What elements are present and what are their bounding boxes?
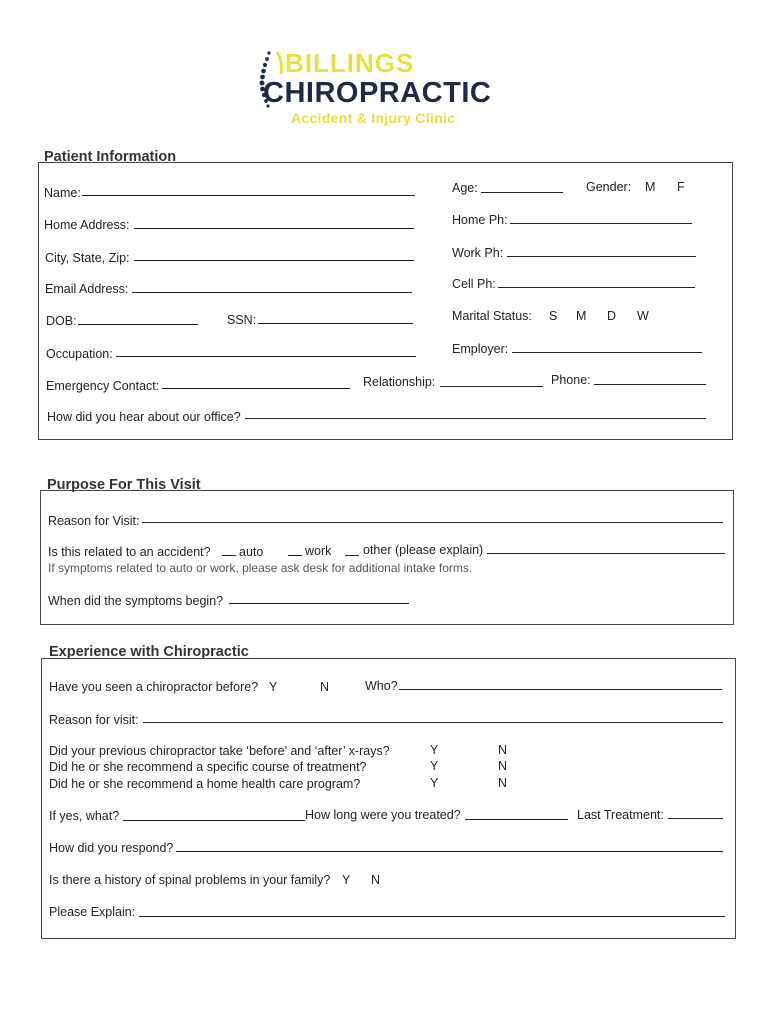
home-address-field[interactable] (134, 228, 414, 229)
age-field[interactable] (481, 192, 563, 193)
gender-label: Gender: (586, 180, 632, 194)
marital-option-m[interactable]: M (576, 309, 587, 323)
emergency-phone-label: Phone: (551, 373, 591, 387)
relationship-label: Relationship: (363, 375, 436, 389)
if-yes-field[interactable] (123, 820, 305, 821)
ssn-label: SSN: (227, 313, 257, 327)
name-field[interactable] (82, 195, 415, 196)
previous-reason-field[interactable] (143, 722, 723, 723)
last-treatment-field[interactable] (668, 818, 723, 819)
course-no[interactable]: N (498, 759, 508, 773)
purpose-title: Purpose For This Visit (47, 477, 201, 493)
dob-field[interactable] (78, 324, 198, 325)
previous-reason-label: Reason for visit: (49, 713, 139, 727)
accident-work-checkbox[interactable] (288, 555, 302, 556)
who-label: Who? (365, 679, 398, 693)
family-history-yes[interactable]: Y (342, 873, 351, 887)
family-history-no[interactable]: N (371, 873, 381, 887)
home-care-yes[interactable]: Y (430, 776, 439, 790)
reason-for-visit-label: Reason for Visit: (48, 514, 140, 528)
clinic-logo (255, 44, 525, 126)
xrays-question: Did your previous chiropractor take ‘before’ and ‘after’ x-rays? (49, 744, 390, 758)
accident-work-label: work (305, 544, 332, 558)
work-phone-field[interactable] (507, 256, 696, 257)
accident-question-label: Is this related to an accident? (48, 545, 211, 559)
email-address-label: Email Address: (45, 282, 129, 296)
occupation-label: Occupation: (46, 347, 113, 361)
email-address-field[interactable] (132, 292, 412, 293)
experience-box (41, 658, 736, 939)
patient-information-title: Patient Information (44, 149, 177, 165)
home-care-question: Did he or she recommend a home health care program? (49, 777, 361, 791)
family-history-label: Is there a history of spinal problems in your family? (49, 873, 331, 887)
who-field[interactable] (399, 689, 722, 690)
home-phone-label: Home Ph: (452, 213, 508, 227)
employer-label: Employer: (452, 342, 509, 356)
accident-other-field[interactable] (487, 553, 725, 554)
ssn-field[interactable] (258, 323, 413, 324)
accident-auto-checkbox[interactable] (222, 555, 236, 556)
clinic-tagline: Accident & Injury Clinic (291, 110, 456, 126)
course-question: Did he or she recommend a specific course of treatment? (49, 760, 367, 774)
home-phone-field[interactable] (510, 223, 692, 224)
home-address-label: Home Address: (44, 218, 130, 232)
occupation-field[interactable] (116, 356, 416, 357)
xrays-yes[interactable]: Y (430, 743, 439, 757)
accident-other-checkbox[interactable] (345, 555, 359, 556)
home-care-no[interactable]: N (498, 776, 508, 790)
clinic-name-line2: CHIROPRACTIC (263, 77, 492, 109)
gender-option-m[interactable]: M (645, 180, 656, 194)
respond-label: How did you respond? (49, 841, 174, 855)
gender-option-f[interactable]: F (677, 180, 685, 194)
marital-status-label: Marital Status: (452, 309, 532, 323)
please-explain-field[interactable] (139, 916, 725, 917)
patient-information-box (38, 162, 733, 440)
reason-for-visit-field[interactable] (142, 522, 723, 523)
seen-before-label: Have you seen a chiropractor before? (49, 680, 259, 694)
relationship-field[interactable] (440, 386, 543, 387)
emergency-contact-field[interactable] (162, 388, 350, 389)
dob-label: DOB: (46, 314, 77, 328)
emergency-contact-label: Emergency Contact: (46, 379, 160, 393)
age-label: Age: (452, 181, 478, 195)
how-long-field[interactable] (465, 819, 568, 820)
referral-source-label: How did you hear about our office? (47, 410, 241, 424)
course-yes[interactable]: Y (430, 759, 439, 773)
cell-phone-label: Cell Ph: (452, 277, 496, 291)
marital-option-w[interactable]: W (637, 309, 649, 323)
if-yes-label: If yes, what? (49, 809, 120, 823)
employer-field[interactable] (512, 352, 702, 353)
how-long-label: How long were you treated? (305, 808, 461, 822)
seen-before-no[interactable]: N (320, 680, 330, 694)
city-state-zip-field[interactable] (134, 260, 414, 261)
city-state-zip-label: City, State, Zip: (45, 251, 130, 265)
cell-phone-field[interactable] (498, 287, 695, 288)
xrays-no[interactable]: N (498, 743, 508, 757)
work-phone-label: Work Ph: (452, 246, 504, 260)
please-explain-label: Please Explain: (49, 905, 136, 919)
emergency-phone-field[interactable] (594, 384, 706, 385)
marital-option-d[interactable]: D (607, 309, 617, 323)
name-label: Name: (44, 186, 81, 200)
symptoms-begin-field[interactable] (229, 603, 409, 604)
symptoms-begin-label: When did the symptoms begin? (48, 594, 224, 608)
intake-forms-note: If symptoms related to auto or work, please ask desk for additional intake forms. (48, 561, 473, 575)
experience-title: Experience with Chiropractic (49, 644, 249, 660)
clinic-name-line1: BILLINGS (285, 48, 415, 78)
accident-auto-label: auto (239, 545, 264, 559)
respond-field[interactable] (176, 851, 723, 852)
accident-other-label: other (please explain) (363, 543, 484, 557)
seen-before-yes[interactable]: Y (269, 680, 278, 694)
marital-option-s[interactable]: S (549, 309, 558, 323)
referral-source-field[interactable] (245, 418, 706, 419)
last-treatment-label: Last Treatment: (577, 808, 664, 822)
